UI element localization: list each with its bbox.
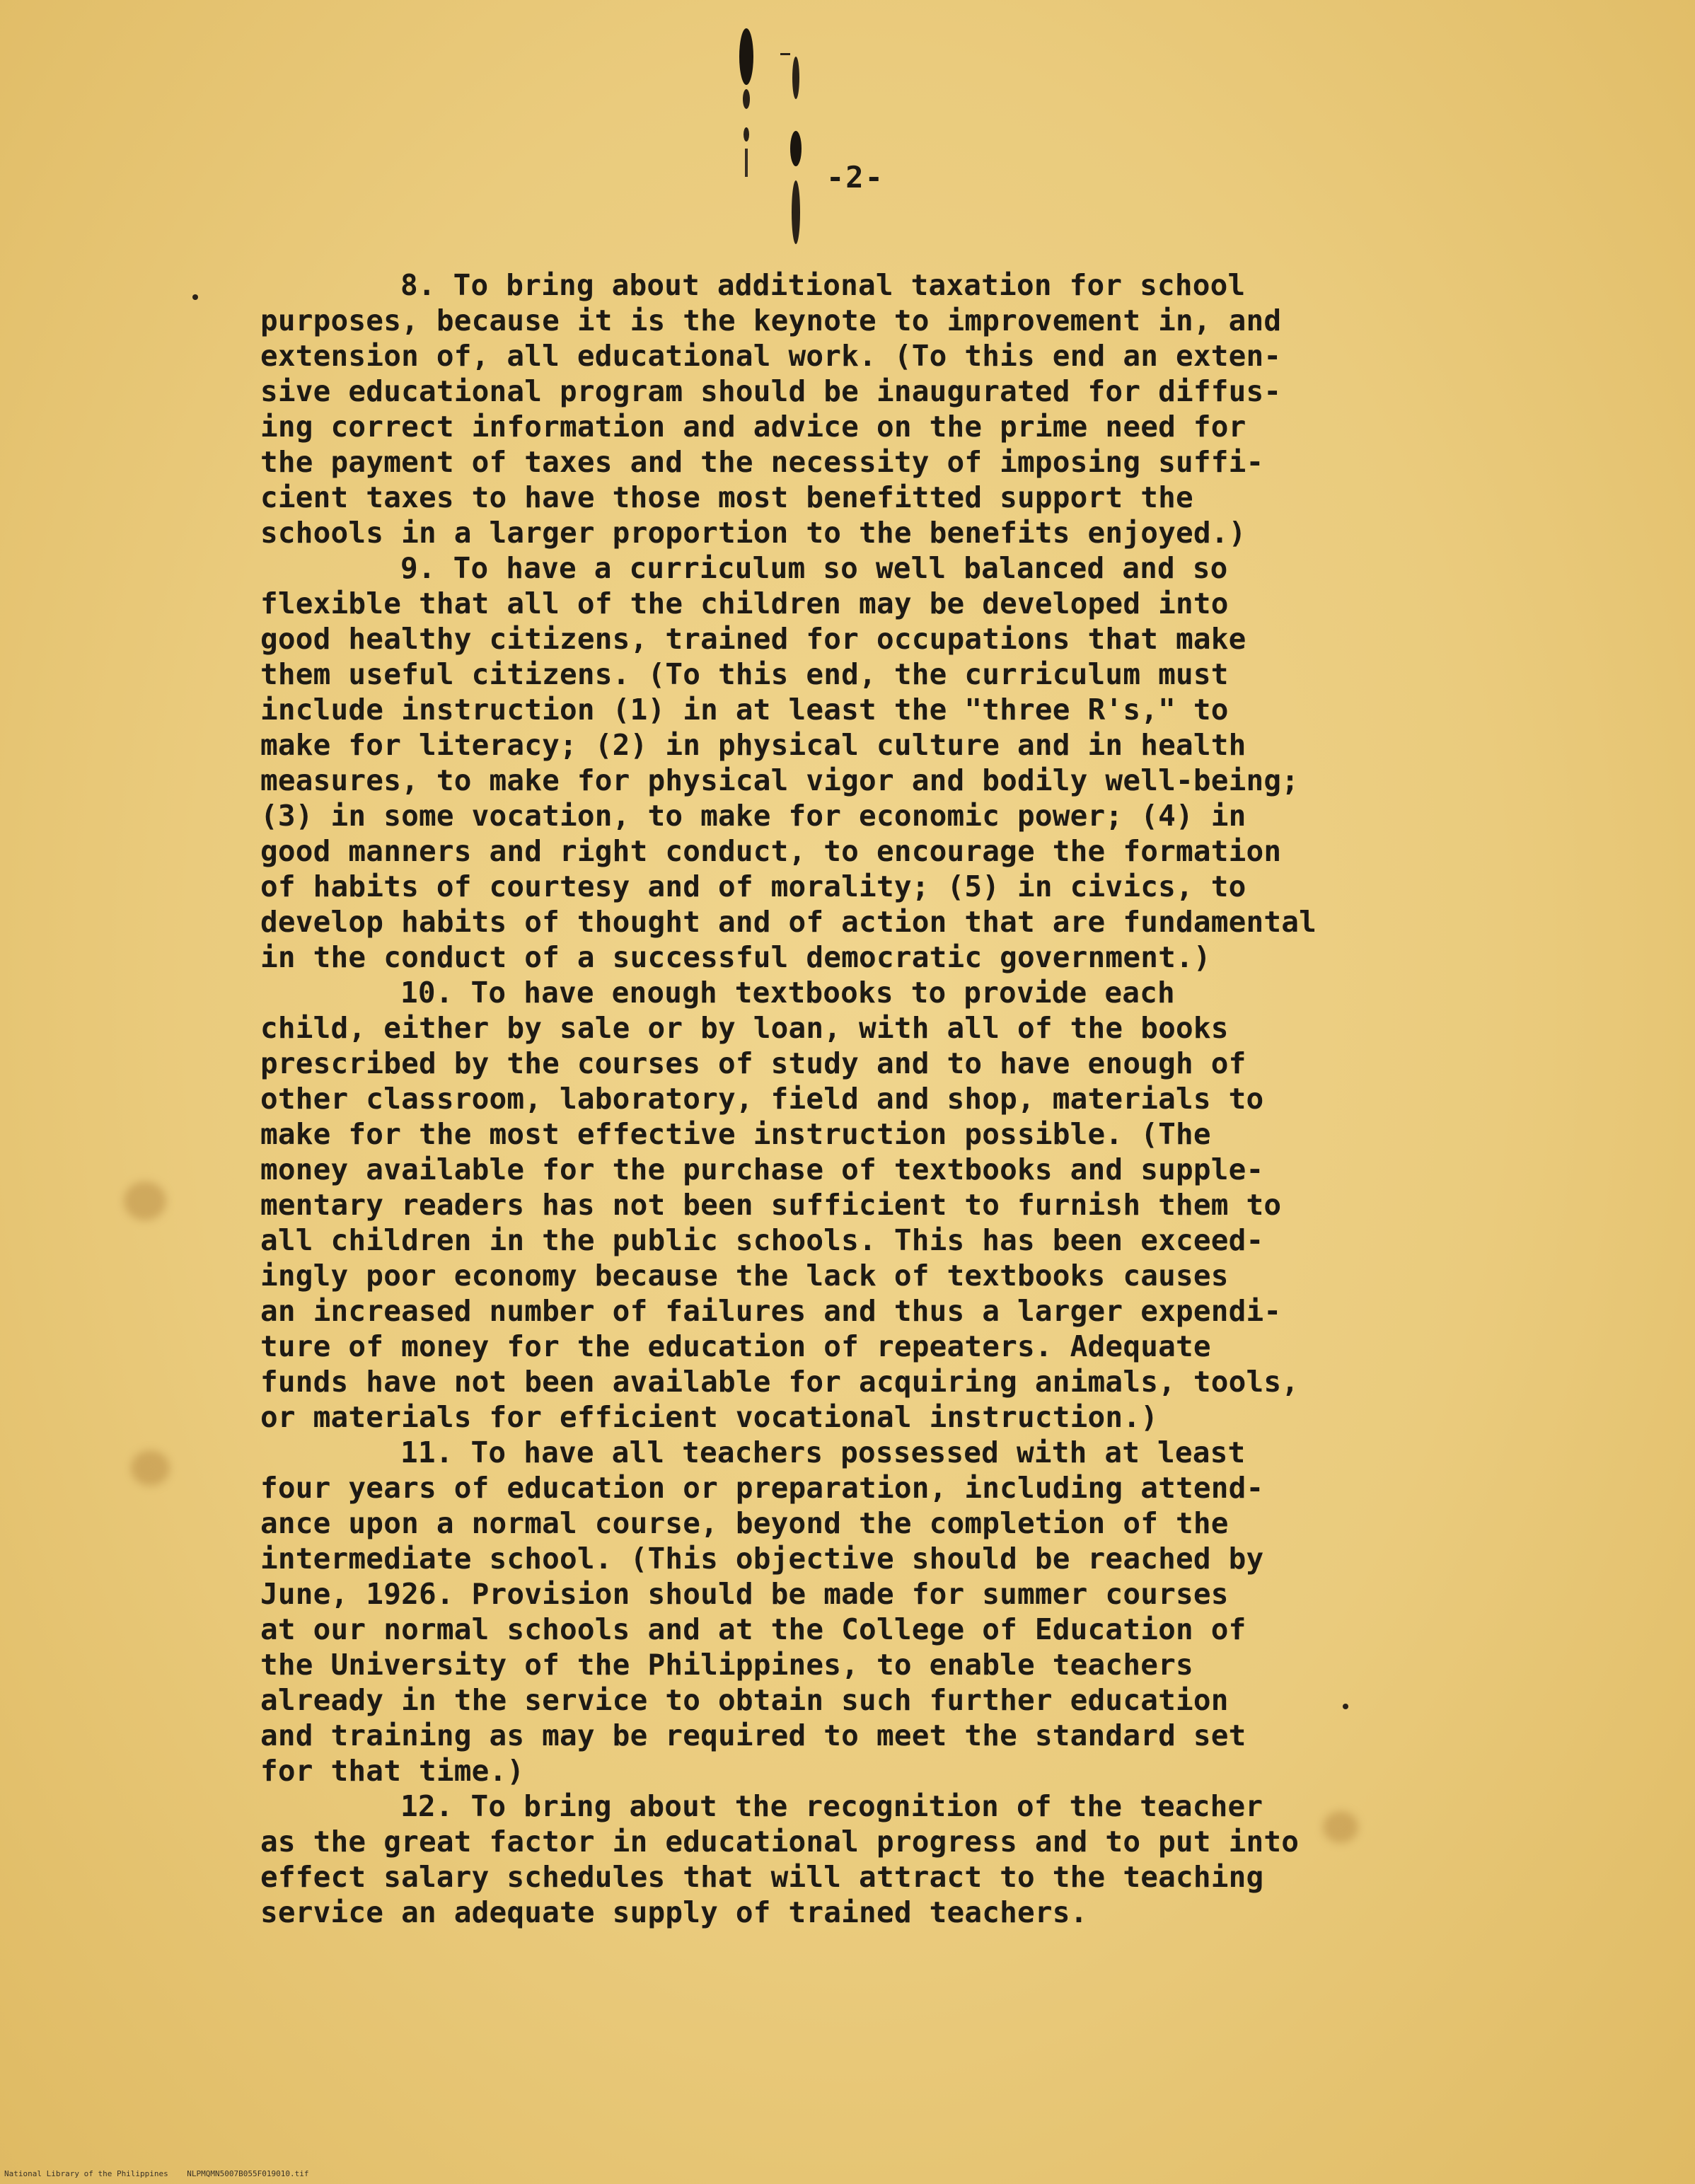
text-line: already in the service to obtain such further education — [260, 1683, 1229, 1717]
text-line: other classroom, laboratory, field and shop, materials to — [260, 1082, 1264, 1116]
text-line: or materials for efficient vocational instruction.) — [260, 1400, 1159, 1434]
text-line: make for the most effective instruction possible. (The — [260, 1117, 1211, 1151]
text-line: them useful citizens. (To this end, the curriculum must — [260, 657, 1229, 691]
page-number: -2- — [826, 160, 884, 195]
text-line: prescribed by the courses of study and to have enough of — [260, 1046, 1246, 1080]
text-line: ingly poor economy because the lack of textbooks causes — [260, 1259, 1229, 1293]
archive-caption: National Library of the Philippines NLPMQMN5007B055F019010.tif — [4, 2169, 309, 2178]
text-line: good manners and right conduct, to encourage the formation — [260, 834, 1282, 868]
text-line: an increased number of failures and thus a larger expendi- — [260, 1294, 1282, 1328]
text-line: 9. To have a curriculum so well balanced and so — [400, 551, 1228, 585]
text-line: 12. To bring about the recognition of the teacher — [400, 1789, 1263, 1823]
text-line: sive educational program should be inaugurated for diffus- — [260, 374, 1282, 408]
text-line: extension of, all educational work. (To this end an exten- — [260, 339, 1282, 373]
paragraph-item-10 — [260, 975, 1364, 1435]
paper-stain — [131, 1450, 170, 1486]
text-line: all children in the public schools. This has been exceed- — [260, 1223, 1264, 1257]
text-line: flexible that all of the children may be developed into — [260, 587, 1229, 620]
text-line: effect salary schedules that will attract to the teaching — [260, 1860, 1264, 1894]
text-line: good healthy citizens, trained for occupations that make — [260, 622, 1246, 656]
text-line: and training as may be required to meet the standard set — [260, 1718, 1246, 1752]
text-line: make for literacy; (2) in physical culture and in health — [260, 728, 1246, 762]
text-line: cient taxes to have those most benefitted support the — [260, 480, 1193, 514]
text-line: in the conduct of a successful democratic government.) — [260, 940, 1211, 974]
text-line: child, either by sale or by loan, with all of the books — [260, 1011, 1229, 1045]
text-line: June, 1926. Provision should be made for summer courses — [260, 1577, 1229, 1611]
text-line: ance upon a normal course, beyond the completion of the — [260, 1506, 1229, 1540]
text-line: 11. To have all teachers possessed with at least — [400, 1435, 1246, 1469]
text-line: for that time.) — [260, 1754, 525, 1788]
text-line: 8. To bring about additional taxation for school — [400, 268, 1246, 302]
text-line: at our normal schools and at the College of Education of — [260, 1612, 1246, 1646]
text-line: develop habits of thought and of action that are fundamental — [260, 905, 1317, 939]
text-line: four years of education or preparation, including attend- — [260, 1471, 1264, 1505]
text-line: (3) in some vocation, to make for economic power; (4) in — [260, 799, 1246, 833]
text-line: the payment of taxes and the necessity of imposing suffi- — [260, 445, 1264, 479]
text-line: mentary readers has not been sufficient to furnish them to — [260, 1188, 1282, 1222]
text-line: purposes, because it is the keynote to improvement in, and — [260, 304, 1282, 337]
paragraph-item-12 — [260, 1789, 1364, 1930]
text-line: schools in a larger proportion to the benefits enjoyed.) — [260, 516, 1246, 550]
binding-marks — [725, 21, 824, 248]
text-line: as the great factor in educational progress and to put into — [260, 1825, 1300, 1859]
paragraph-item-11 — [260, 1435, 1364, 1789]
text-line: ture of money for the education of repeaters. Adequate — [260, 1329, 1211, 1363]
text-line: the University of the Philippines, to enable teachers — [260, 1648, 1193, 1682]
text-line: money available for the purchase of textbooks and supple- — [260, 1152, 1264, 1186]
text-line: intermediate school. (This objective should be reached by — [260, 1542, 1264, 1576]
text-line: funds have not been available for acquiring animals, tools, — [260, 1365, 1300, 1399]
paper-speck — [192, 294, 198, 300]
text-line: measures, to make for physical vigor and bodily well-being; — [260, 763, 1300, 797]
text-line: ing correct information and advice on the prime need for — [260, 410, 1246, 444]
text-line: of habits of courtesy and of morality; (5) in civics, to — [260, 869, 1246, 903]
document-body — [260, 267, 1364, 1930]
text-line: include instruction (1) in at least the "three R's," to — [260, 693, 1229, 727]
paragraph-item-8 — [260, 267, 1364, 550]
text-line: service an adequate supply of trained teachers. — [260, 1895, 1088, 1929]
paragraph-item-9 — [260, 550, 1364, 975]
text-line: 10. To have enough textbooks to provide each — [400, 976, 1175, 1010]
paper-stain — [124, 1181, 166, 1220]
